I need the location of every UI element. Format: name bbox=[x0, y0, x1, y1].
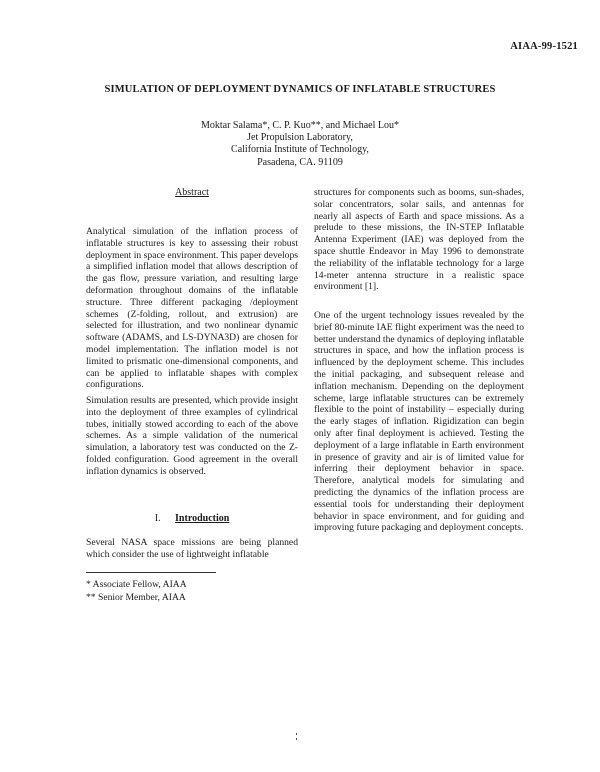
footnote-rule bbox=[86, 572, 216, 573]
affiliation-line: Jet Propulsion Laboratory, bbox=[247, 132, 353, 144]
right-column-1 bbox=[314, 187, 524, 293]
section-label: Introduction bbox=[175, 513, 230, 524]
introduction-paragraph: One of the urgent technology issues revealed by the brief 80-minute IAE flight experiment was the need to better understand the dynamics of deploying inflatable structures in space, and how the inflation process is influenced by the deployment scheme. This includes the initial packaging, and subsequent release and inflation mechanism. Depending on the deployment scheme, large inflatable structures can be extremely flexible to the point of instability – especially during the early stages of inflation. Rigidization can begin only after final deployment is achieved. Testing the deployment of a large inflatable in Earth environment in presence of gravity and air is of limited value for inferring their deployment behavior in space. Therefore, analytical models for simulating and predicting the dynamics of the inflation process are essential tools for understanding their deployment behavior in space environment, and for guiding and improving future packaging and deployment concepts. bbox=[314, 310, 524, 534]
page-mark bbox=[296, 733, 298, 745]
affiliation-line: Pasadena, CA. 91109 bbox=[257, 156, 343, 168]
introduction-left-text bbox=[86, 537, 298, 561]
abstract-heading: Abstract bbox=[175, 187, 209, 198]
right-column-2 bbox=[314, 310, 524, 534]
abstract-body-2 bbox=[86, 395, 298, 478]
footnote-item: * Associate Fellow, AIAA bbox=[86, 579, 187, 590]
abstract-paragraph: Simulation results are presented, which provide insight into the deployment of three examples of cylindrical tubes, initially stowed according to each of the above schemes. As a simple validation of the numerical simulation, a laboratory test was conducted on the Z-folded configuration. Good agreement in the overall inflation dynamics is observed. bbox=[86, 395, 298, 477]
affiliation-line: California Institute of Technology, bbox=[231, 144, 369, 156]
introduction-heading bbox=[86, 513, 298, 524]
paper-id: AIAA-99-1521 bbox=[510, 41, 578, 52]
introduction-paragraph: structures for components such as booms, sun-shades, solar concentrators, solar sails, and antennas for nearly all aspects of Earth and space missions. As a prelude to these missions, the IN-STEP Inflatable Antenna Experiment (IAE) was deployed from the space shuttle Endeavor in May 1996 to demonstrate the reliability of the inflatable technology for a large 14-meter antenna structure in a realistic space environment [1]. bbox=[314, 187, 524, 293]
paper-title: SIMULATION OF DEPLOYMENT DYNAMICS OF INFLATABLE STRUCTURES bbox=[104, 84, 496, 95]
introduction-paragraph: Several NASA space missions are being planned which consider the use of lightweight inflatable bbox=[86, 537, 298, 560]
abstract-body bbox=[86, 226, 298, 391]
author-names: Moktar Salama*, C. P. Kuo**, and Michael Lou* bbox=[200, 120, 400, 131]
footnote-item: ** Senior Member, AIAA bbox=[86, 592, 186, 603]
footnotes bbox=[86, 578, 306, 604]
section-number: I. bbox=[154, 513, 161, 524]
author-block bbox=[0, 120, 600, 169]
abstract-paragraph: Analytical simulation of the inflation process of inflatable structures is key to assessing their robust deployment in space environment. This paper develops a simplified inflation model that allows description of the gas flow, pressure variation, and resulting large deformation throughout domains of the inflatable structure. Three different packaging /deployment schemes (Z-folding, rollout, and extrusion) are selected for illustration, and two nonlinear dynamic software (ADAMS, and LS-DYNA3D) are chosen for model implementation. The inflation model is not limited to prismatic one-dimensional components, and can be applied to inflatable shapes with complex configurations. bbox=[86, 226, 298, 391]
